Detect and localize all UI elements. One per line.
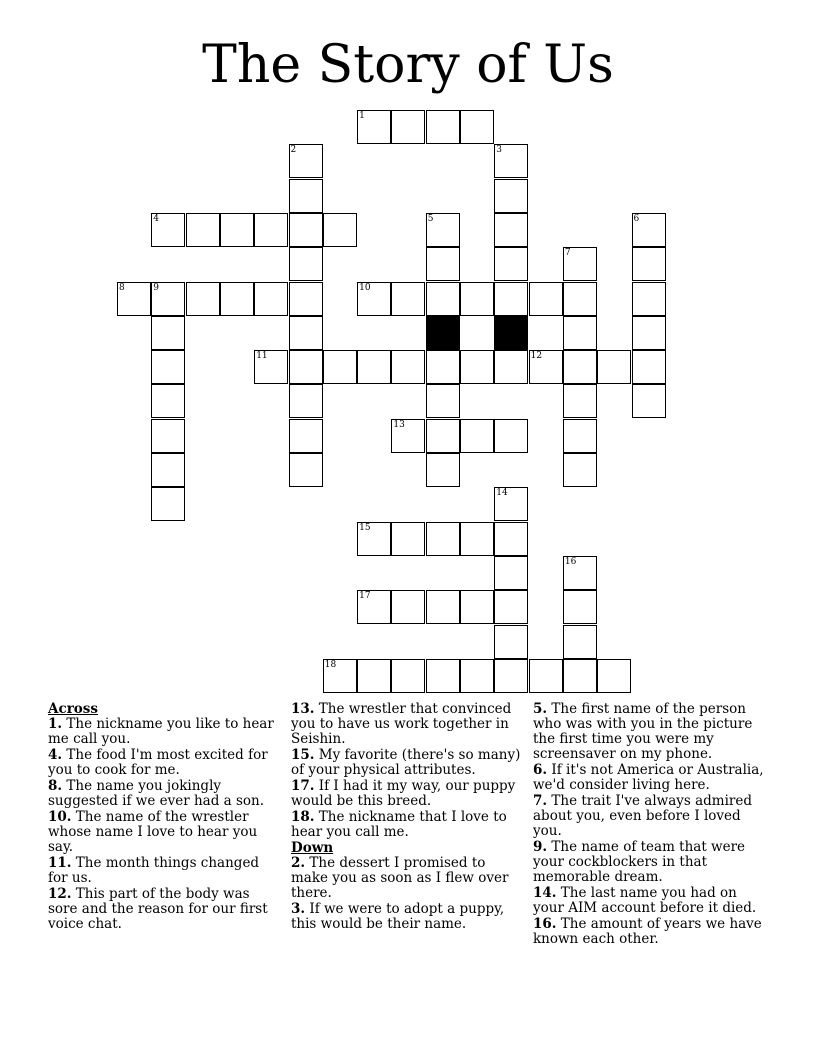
grid-cell[interactable] — [289, 179, 323, 213]
grid-cell[interactable] — [357, 110, 391, 144]
grid-cell[interactable] — [494, 247, 528, 281]
clue-number-label: 13 — [393, 419, 405, 430]
clue-text: The nickname you like to hear me call you. — [48, 716, 274, 747]
clue-text: The name of the wrestler whose name I love to hear you say. — [48, 809, 258, 855]
grid-cell[interactable] — [494, 659, 528, 693]
clue-number-label: 10 — [359, 282, 371, 293]
grid-cell[interactable] — [391, 419, 425, 453]
grid-cell[interactable] — [289, 384, 323, 418]
grid-cell[interactable] — [426, 522, 460, 556]
clue-item — [533, 886, 771, 916]
clue-number-label: 15 — [359, 522, 371, 533]
grid-cell[interactable] — [494, 144, 528, 178]
grid-cell[interactable] — [460, 522, 494, 556]
grid-cell[interactable] — [151, 487, 185, 521]
grid-cell[interactable] — [391, 282, 425, 316]
grid-cell[interactable] — [391, 590, 425, 624]
clue-item — [48, 856, 280, 886]
grid-cell[interactable] — [597, 350, 631, 384]
clue-text: The dessert I promised to make you as soon as I flew over there. — [291, 855, 509, 901]
clue-text: The month things changed for us. — [48, 855, 260, 886]
grid-cell[interactable] — [426, 282, 460, 316]
clue-number-label: 1 — [359, 111, 365, 121]
grid-cell[interactable] — [529, 282, 563, 316]
grid-cell[interactable] — [426, 384, 460, 418]
grid-cell[interactable] — [632, 316, 666, 350]
clue-item — [48, 779, 280, 809]
clue-item — [291, 748, 521, 778]
grid-cell[interactable] — [494, 179, 528, 213]
clue-number-label: 3 — [496, 145, 503, 156]
grid-cell[interactable] — [563, 625, 597, 659]
clue-column-1 — [48, 702, 280, 933]
clue-number-label: 11 — [256, 351, 268, 362]
clue-item — [291, 856, 521, 901]
clue-item — [533, 763, 771, 793]
grid-cell[interactable] — [494, 213, 528, 247]
clue-number: 12. — [48, 886, 72, 902]
clue-text: The wrestler that convinced you to have us work together in Seishin. — [291, 701, 512, 747]
clue-number-label: 17 — [359, 591, 371, 602]
grid-cell[interactable] — [529, 659, 563, 693]
grid-cell[interactable] — [632, 282, 666, 316]
clue-number: 15. — [291, 747, 315, 763]
grid-cell[interactable] — [323, 659, 357, 693]
grid-cell[interactable] — [289, 350, 323, 384]
down-heading: Down — [291, 840, 334, 856]
grid-cell[interactable] — [426, 213, 460, 247]
clue-item — [291, 810, 521, 840]
grid-cell[interactable] — [426, 247, 460, 281]
grid-cell[interactable] — [426, 659, 460, 693]
grid-cell[interactable] — [632, 213, 666, 247]
clue-number: 9. — [533, 839, 548, 855]
grid-cell[interactable] — [494, 487, 528, 521]
clue-text: The first name of the person who was with you in the picture the first time you were my screensaver on my phone. — [533, 701, 753, 762]
across-heading: Across — [48, 701, 99, 717]
clue-text: The amount of years we have known each other. — [533, 916, 762, 947]
grid-cell[interactable] — [563, 282, 597, 316]
grid-cell[interactable] — [357, 590, 391, 624]
grid-cell[interactable] — [563, 384, 597, 418]
clue-number: 3. — [291, 901, 306, 917]
grid-cell[interactable] — [151, 419, 185, 453]
clue-number-label: 8 — [119, 282, 125, 293]
grid-cell[interactable] — [357, 522, 391, 556]
clue-number: 14. — [533, 885, 557, 901]
grid-cell[interactable] — [494, 556, 528, 590]
grid-cell[interactable] — [391, 522, 425, 556]
clue-text: The food I'm most excited for you to cook for me. — [48, 747, 268, 778]
clue-item — [48, 748, 280, 778]
clue-item — [48, 810, 280, 855]
grid-cell[interactable] — [563, 590, 597, 624]
grid-cell[interactable] — [151, 453, 185, 487]
grid-cell[interactable] — [460, 590, 494, 624]
clue-number: 17. — [291, 778, 315, 794]
clue-number-label: 4 — [153, 213, 160, 224]
clue-text: My favorite (there's so many) of your physical attributes. — [291, 747, 521, 778]
grid-cell[interactable] — [460, 282, 494, 316]
clue-number-label: 9 — [153, 282, 160, 293]
puzzle-title: The Story of Us — [202, 35, 614, 95]
grid-cell[interactable] — [563, 659, 597, 693]
grid-cell[interactable] — [391, 659, 425, 693]
grid-cell[interactable] — [563, 419, 597, 453]
grid-cell[interactable] — [563, 350, 597, 384]
clue-item — [533, 840, 771, 885]
clue-number: 6. — [533, 762, 548, 778]
clue-text: This part of the body was sore and the reason for our first voice chat. — [48, 886, 268, 932]
clue-number: 2. — [291, 855, 306, 871]
grid-cell[interactable] — [563, 316, 597, 350]
grid-cell[interactable] — [597, 659, 631, 693]
clue-number-label: 5 — [427, 213, 434, 224]
clue-number: 8. — [48, 778, 63, 794]
grid-cell[interactable] — [289, 419, 323, 453]
grid-cell[interactable] — [254, 213, 288, 247]
grid-cell[interactable] — [289, 282, 323, 316]
grid-cell[interactable] — [391, 350, 425, 384]
clue-number-label: 7 — [564, 248, 571, 259]
grid-cell[interactable] — [494, 590, 528, 624]
grid-cell[interactable] — [289, 144, 323, 178]
grid-cell[interactable] — [151, 282, 185, 316]
grid-cell[interactable] — [151, 350, 185, 384]
grid-cell[interactable] — [563, 453, 597, 487]
clue-item — [291, 702, 521, 747]
black-square — [494, 316, 528, 350]
clue-number-label: 12 — [530, 351, 543, 362]
grid-cell[interactable] — [289, 453, 323, 487]
grid-cell[interactable] — [323, 213, 357, 247]
clue-number-label: 18 — [324, 659, 337, 670]
grid-cell[interactable] — [289, 213, 323, 247]
clue-item — [533, 702, 771, 762]
clue-number: 7. — [533, 793, 548, 809]
grid-cell[interactable] — [391, 110, 425, 144]
clue-number-label: 14 — [496, 488, 508, 499]
grid-cell[interactable] — [460, 110, 494, 144]
black-square — [426, 316, 460, 350]
grid-cell[interactable] — [220, 213, 254, 247]
grid-cell[interactable] — [151, 384, 185, 418]
grid-cell[interactable] — [632, 247, 666, 281]
grid-cell[interactable] — [151, 316, 185, 350]
clue-number: 13. — [291, 701, 315, 717]
grid-cell[interactable] — [494, 282, 528, 316]
clue-number: 4. — [48, 747, 63, 763]
grid-cell[interactable] — [357, 659, 391, 693]
grid-cell[interactable] — [563, 247, 597, 281]
clue-number: 16. — [533, 916, 557, 932]
grid-cell[interactable] — [289, 316, 323, 350]
grid-cell[interactable] — [117, 282, 151, 316]
grid-cell[interactable] — [632, 350, 666, 384]
grid-cell[interactable] — [460, 350, 494, 384]
grid-cell[interactable] — [289, 247, 323, 281]
grid-cell[interactable] — [494, 625, 528, 659]
grid-cell[interactable] — [254, 282, 288, 316]
clue-text: The name you jokingly suggested if we ever had a son. — [48, 778, 265, 809]
grid-cell[interactable] — [426, 350, 460, 384]
clue-item — [291, 902, 521, 932]
clue-item — [533, 917, 771, 947]
grid-cell[interactable] — [186, 282, 220, 316]
grid-cell[interactable] — [186, 213, 220, 247]
grid-cell[interactable] — [460, 419, 494, 453]
grid-cell[interactable] — [426, 110, 460, 144]
grid-cell[interactable] — [460, 659, 494, 693]
grid-cell[interactable] — [151, 213, 185, 247]
grid-cell[interactable] — [220, 282, 254, 316]
clue-item — [291, 779, 521, 809]
clue-number-label: 6 — [633, 213, 640, 224]
grid-cell[interactable] — [563, 556, 597, 590]
grid-cell[interactable] — [426, 419, 460, 453]
clue-column-3 — [533, 702, 771, 948]
grid-cell[interactable] — [494, 350, 528, 384]
clue-number: 10. — [48, 809, 72, 825]
grid-cell[interactable] — [357, 350, 391, 384]
clue-text: The trait I've always admired about you, even before I loved you. — [533, 793, 752, 839]
grid-cell[interactable] — [494, 419, 528, 453]
clue-number-label: 16 — [564, 556, 577, 567]
grid-cell[interactable] — [426, 590, 460, 624]
clue-item — [533, 794, 771, 839]
clue-text: If it's not America or Australia, we'd consider living here. — [533, 762, 764, 793]
grid-cell[interactable] — [357, 282, 391, 316]
clue-number: 5. — [533, 701, 548, 717]
clue-text: The name of team that were your cockblockers in that memorable dream. — [533, 839, 746, 885]
grid-cell[interactable] — [254, 350, 288, 384]
grid-cell[interactable] — [323, 350, 357, 384]
grid-cell[interactable] — [494, 522, 528, 556]
clue-text: The last name you had on your AIM account before it died. — [533, 885, 757, 916]
clue-number: 11. — [48, 855, 72, 871]
grid-cell[interactable] — [529, 350, 563, 384]
clue-item — [48, 887, 280, 932]
clue-text: The nickname that I love to hear you call me. — [291, 809, 507, 840]
grid-cell[interactable] — [426, 453, 460, 487]
clue-item — [48, 717, 280, 747]
clue-number: 1. — [48, 716, 63, 732]
clue-text: If we were to adopt a puppy, this would be their name. — [291, 901, 505, 932]
grid-cell[interactable] — [632, 384, 666, 418]
clue-number-label: 2 — [290, 145, 297, 156]
clue-number: 18. — [291, 809, 315, 825]
clue-text: If I had it my way, our puppy would be this breed. — [291, 778, 516, 809]
clue-column-2 — [291, 702, 521, 933]
